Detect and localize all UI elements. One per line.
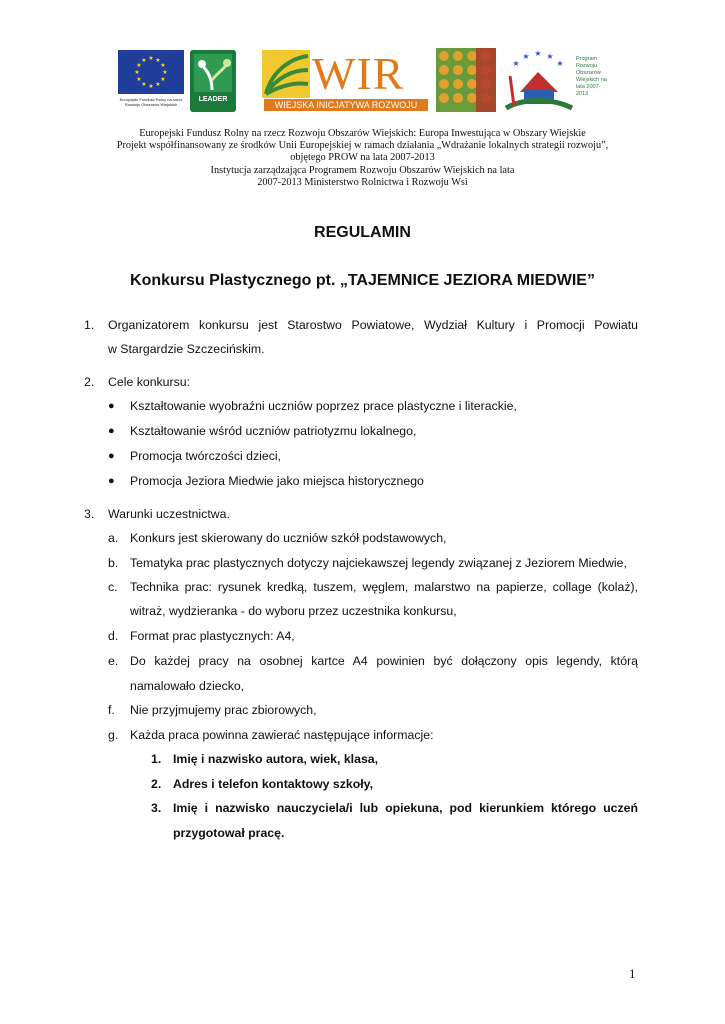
item-text: Tematyka prac plastycznych dotyczy najciekawszej legendy związanej z Jeziorem Miedwie, bbox=[130, 556, 627, 570]
svg-text:★: ★ bbox=[160, 76, 166, 83]
svg-text:★: ★ bbox=[512, 59, 520, 68]
item-letter: g. bbox=[108, 728, 119, 742]
svg-text:★: ★ bbox=[556, 59, 564, 68]
prow-text: Program Rozwoju Obszarów Wiejskich na lata 2007-2013 bbox=[576, 56, 607, 97]
leader-label: LEADER bbox=[198, 96, 228, 103]
funding-line: Instytucja zarządzająca Programem Rozwoju Obszarów Wiejskich na lata bbox=[210, 164, 515, 176]
item-text: Każda praca powinna zawierać następujące informacje: bbox=[130, 728, 434, 742]
svg-text:★: ★ bbox=[148, 55, 154, 62]
section-number: 1. bbox=[84, 318, 95, 332]
item-text: namalowało dziecko, bbox=[130, 679, 245, 693]
funding-line: Europejski Fundusz Rolny na rzecz Rozwoju Obszarów Wiejskich: Europa Inwestująca w Obszary Wiejskie bbox=[139, 128, 586, 139]
page-subtitle: Konkursu Plastycznego pt. „TAJEMNICE JEZIORA MIEDWIE” bbox=[130, 272, 595, 289]
leader-logo bbox=[190, 50, 236, 112]
svg-text:★: ★ bbox=[148, 83, 154, 90]
bullet-item bbox=[0, 471, 725, 491]
bullet-text: Promocja twórczości dzieci, bbox=[130, 449, 282, 463]
info-item bbox=[0, 774, 725, 794]
bullet-icon: ● bbox=[108, 400, 115, 412]
list-item-continuation bbox=[0, 339, 725, 359]
svg-text:★: ★ bbox=[546, 52, 554, 61]
svg-text:★: ★ bbox=[534, 49, 542, 58]
svg-text:★: ★ bbox=[141, 81, 147, 88]
item-text: Nie przyjmujemy prac zbiorowych, bbox=[130, 703, 317, 717]
lettered-item bbox=[0, 651, 725, 671]
info-text: Imię i nazwisko autora, wiek, klasa, bbox=[173, 752, 379, 766]
lettered-item bbox=[0, 725, 725, 745]
svg-text:★: ★ bbox=[162, 69, 168, 76]
section-text: Organizatorem konkursu jest Starostwo Powiatowe, Wydział Kultury i Promocji Powiatu bbox=[108, 318, 638, 332]
lettered-item bbox=[0, 528, 725, 548]
item-text: witraż, wydzieranka - do wyboru przez uczestnika konkursu, bbox=[130, 604, 457, 618]
info-text: Imię i nazwisko nauczyciela/i lub opiekuna, pod kierunkiem którego uczeń bbox=[173, 801, 638, 815]
item-letter: d. bbox=[108, 629, 119, 643]
item-letter: b. bbox=[108, 556, 119, 570]
item-letter: c. bbox=[108, 580, 118, 594]
leader-mosaic-logo bbox=[436, 48, 496, 112]
prow-house-icon bbox=[500, 46, 576, 114]
item-text: Technika prac: rysunek kredką, tuszem, węglem, malarstwo na papierze, collage (kolaż), bbox=[130, 580, 638, 594]
funding-info bbox=[80, 128, 645, 189]
funding-line: 2007-2013 Ministerstwo Rolnictwa i Rozwoju Wsi bbox=[257, 176, 468, 188]
bullet-text: Kształtowanie wśród uczniów patriotyzmu lokalnego, bbox=[130, 424, 417, 438]
lettered-item bbox=[0, 553, 725, 573]
item-letter: e. bbox=[108, 654, 119, 668]
svg-text:★: ★ bbox=[141, 57, 147, 64]
lettered-item bbox=[0, 577, 725, 597]
bullet-text: Kształtowanie wyobraźni uczniów poprzez prace plastyczne i literackie, bbox=[130, 399, 517, 413]
bullet-item bbox=[0, 446, 725, 466]
svg-text:★: ★ bbox=[136, 76, 142, 83]
item-text: Format prac plastycznych: A4, bbox=[130, 629, 295, 643]
wir-title: WIR bbox=[312, 48, 405, 99]
info-item bbox=[0, 798, 725, 818]
info-number: 1. bbox=[151, 752, 162, 766]
page-number: 1 bbox=[629, 966, 636, 981]
info-number: 3. bbox=[151, 801, 162, 815]
item-text: Do każdej pracy na osobnej kartce A4 powinien być dołączony opis legendy, którą bbox=[130, 654, 638, 668]
lettered-item-continuation bbox=[0, 676, 725, 696]
eu-flag-logo bbox=[118, 50, 184, 94]
lettered-item-continuation bbox=[0, 601, 725, 621]
svg-text:★: ★ bbox=[522, 52, 530, 61]
info-text: przygotował pracę. bbox=[173, 826, 285, 840]
section-number: 2. bbox=[84, 375, 95, 389]
list-item bbox=[0, 372, 725, 392]
info-item bbox=[0, 749, 725, 769]
section-text: w Stargardzie Szczecińskim. bbox=[108, 342, 265, 356]
bullet-item bbox=[0, 396, 725, 416]
item-text: Konkurs jest skierowany do uczniów szkół podstawowych, bbox=[130, 531, 447, 545]
leader-mosaic-icon bbox=[436, 48, 496, 112]
bullet-item bbox=[0, 421, 725, 441]
svg-text:★: ★ bbox=[136, 62, 142, 69]
section-heading: Cele konkursu: bbox=[108, 375, 191, 389]
bullet-icon: ● bbox=[108, 475, 115, 487]
page-title: REGULAMIN bbox=[314, 224, 411, 241]
info-number: 2. bbox=[151, 777, 162, 791]
funding-line: Projekt współfinansowany ze środków Unii Europejskiej w ramach działania „Wdrażanie lokalnych strategii rozwoju”, bbox=[116, 140, 609, 152]
svg-text:★: ★ bbox=[160, 62, 166, 69]
funding-line: objętego PROW na lata 2007-2013 bbox=[290, 152, 435, 164]
bullet-text: Promocja Jeziora Miedwie jako miejsca historycznego bbox=[130, 474, 424, 488]
info-item-continuation bbox=[0, 823, 725, 843]
list-item bbox=[0, 504, 725, 524]
item-letter: f. bbox=[108, 703, 115, 717]
lettered-item bbox=[0, 626, 725, 646]
eu-logo-caption: Europejski Fundusz Rolny na rzecz Rozwoju Obszarów Wiejskich bbox=[119, 97, 183, 107]
svg-text:★: ★ bbox=[155, 57, 161, 64]
lettered-item bbox=[0, 700, 725, 720]
prow-logo bbox=[500, 46, 608, 114]
wir-subtitle: WIEJSKA INICJATYWA ROZWOJU bbox=[264, 99, 428, 111]
svg-text:★: ★ bbox=[155, 81, 161, 88]
item-letter: a. bbox=[108, 531, 119, 545]
section-heading: Warunki uczestnictwa. bbox=[108, 507, 230, 521]
bullet-icon: ● bbox=[108, 450, 115, 462]
list-item bbox=[0, 315, 725, 335]
wir-spiral-icon bbox=[262, 50, 310, 98]
logo-strip bbox=[0, 44, 725, 116]
section-number: 3. bbox=[84, 507, 95, 521]
wir-logo bbox=[262, 50, 428, 112]
bullet-icon: ● bbox=[108, 425, 115, 437]
info-text: Adres i telefon kontaktowy szkoły, bbox=[173, 777, 373, 791]
svg-text:★: ★ bbox=[134, 69, 140, 76]
eu-stars-icon bbox=[118, 50, 184, 94]
